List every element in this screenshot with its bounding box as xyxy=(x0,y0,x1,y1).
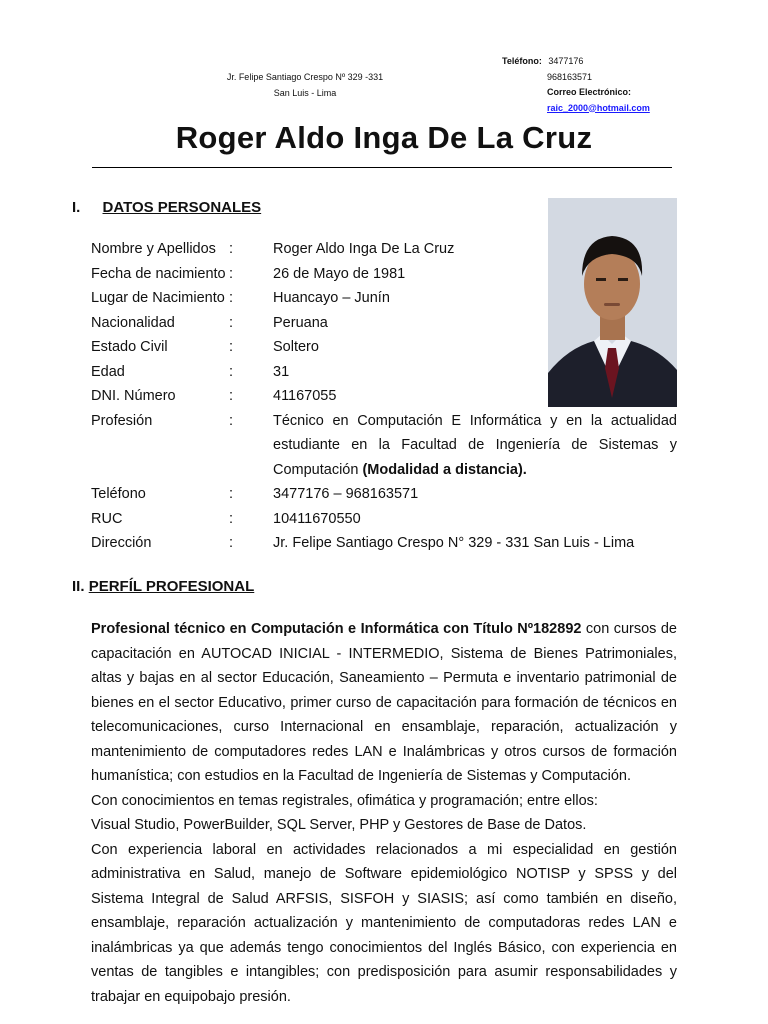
row-colon: : xyxy=(229,265,234,282)
row-value-text: Técnico en Computación E Informática y en la actualidad estudiante en la Facultad de Ingeniería de Sistemas y Computación xyxy=(273,412,677,478)
header-address xyxy=(200,69,410,101)
row-value-text: 26 de Mayo de 1981 xyxy=(273,265,406,282)
row-colon: : xyxy=(229,339,234,355)
row-value-text: Peruana xyxy=(273,314,328,331)
profile-paragraph-1-rest: con cursos de capacitación en AUTOCAD INICIAL - INTERMEDIO, Sistema de Bienes Patrimoniales, altas y bajas en al sector Educación, Saneamiento – Permuta e inventario patrimonial de bienes en el sector Educativo, primer curso de capacitación para formación de técnicos en telecomunicaciones, curso Internacional en ensamblaje, reparación, actualización y mantenimiento de computadores redes LAN e Inalámbricas y otros cursos de formación humanística; con estudios en la Facultad de Ingeniería de Sistemas y Computación. xyxy=(91,621,677,784)
row-label: Fecha de nacimiento xyxy=(91,265,226,282)
row-label: Lugar de Nacimiento xyxy=(91,290,225,306)
row-label: Edad xyxy=(91,363,125,380)
row-label: RUC xyxy=(91,510,123,527)
row-value-text: 41167055 xyxy=(273,388,337,404)
row-label: Nacionalidad xyxy=(91,314,175,331)
row-colon: : xyxy=(229,510,234,527)
header-contact xyxy=(502,54,702,116)
profile-photo-icon xyxy=(548,198,677,407)
row-value-text: 10411670550 xyxy=(273,510,361,527)
row-label: Dirección xyxy=(91,535,152,551)
row-colon: : xyxy=(229,241,234,257)
section-2-heading xyxy=(72,578,254,595)
section-2-number: II. xyxy=(72,578,85,595)
profile-summary xyxy=(91,617,677,1009)
phone-1: 3477176 xyxy=(548,56,584,66)
row-colon: : xyxy=(229,314,234,331)
row-label: DNI. Número xyxy=(91,388,176,404)
row-colon: : xyxy=(229,388,234,404)
row-colon: : xyxy=(229,486,234,502)
row-colon: : xyxy=(229,290,234,306)
section-2-title: PERFÍL PROFESIONAL xyxy=(88,578,255,595)
phone-label: Teléfono: xyxy=(502,56,542,66)
profile-paragraph-3: Visual Studio, PowerBuilder, SQL Server, PHP y Gestores de Base de Datos. xyxy=(91,817,587,833)
row-value xyxy=(273,482,677,507)
title-divider xyxy=(92,167,672,168)
row-value-text: 3477176 – 968163571 xyxy=(273,486,419,502)
row-label: Teléfono xyxy=(91,486,146,502)
row-value-text: 31 xyxy=(273,363,290,380)
row-value-text: Roger Aldo Inga De La Cruz xyxy=(273,241,455,257)
email-link[interactable]: raic_2000@hotmail.com xyxy=(547,102,650,113)
address-line-1: Jr. Felipe Santiago Crespo Nº 329 -331 xyxy=(226,72,384,82)
profile-paragraph-1-bold: Profesional técnico en Computación e Informática con Título Nº182892 xyxy=(91,621,582,637)
row-value xyxy=(273,409,677,483)
row-value xyxy=(273,531,677,556)
row-colon: : xyxy=(229,363,234,380)
profile-photo xyxy=(548,198,677,407)
profile-paragraph-2: Con conocimientos en temas registrales, ofimática y programación; entre ellos: xyxy=(91,792,598,809)
row-label: Nombre y Apellidos xyxy=(91,241,216,257)
row-value-bold: (Modalidad a distancia). xyxy=(362,461,527,478)
row-value-text: Soltero xyxy=(273,339,319,355)
row-value-text: Huancayo – Junín xyxy=(273,290,390,306)
phone-2: 968163571 xyxy=(547,71,593,82)
row-label: Estado Civil xyxy=(91,339,168,355)
profile-paragraph-1 xyxy=(91,617,677,789)
email-label: Correo Electrónico: xyxy=(547,87,632,97)
section-1-heading xyxy=(72,199,261,216)
address-line-2: San Luis - Lima xyxy=(273,88,337,98)
section-1-number: I. xyxy=(72,199,81,216)
row-label: Profesión xyxy=(91,412,153,429)
row-value xyxy=(273,507,677,532)
row-value-text: Jr. Felipe Santiago Crespo N° 329 - 331 San Luis - Lima xyxy=(273,535,635,551)
row-colon: : xyxy=(229,412,234,429)
section-1-title: DATOS PERSONALES xyxy=(102,199,262,216)
row-colon: : xyxy=(229,535,234,551)
page-title: Roger Aldo Inga De La Cruz xyxy=(175,120,593,155)
profile-paragraph-4: Con experiencia laboral en actividades relacionados a mi especialidad en gestión administrativa en Salud, manejo de Software epidemiológico NOTISP y SPSS y del Sistema Integral de Salud ARFSIS, SISFOH y SIASIS; así como también en diseño, ensamblaje, reparación actualización y mantenimiento de computadoras redes LAN e inalámbricas ya que además tengo conocimientos del Inglés Básico, con experiencia en ventas de tangibles e intangibles; con predisposición para asumir responsabilidades y trabajar en equipobajo presión. xyxy=(91,841,677,1005)
